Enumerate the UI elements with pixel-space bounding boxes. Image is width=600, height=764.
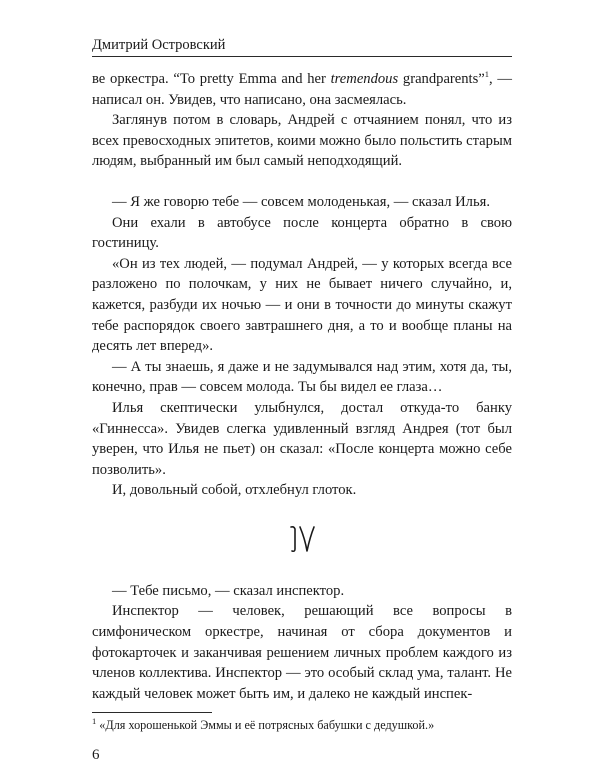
paragraph: — Я же говорю тебе — совсем молоденькая, — сказал Илья. [112, 193, 490, 210]
footnote-mark: 1 [92, 716, 97, 727]
header-author: Дмитрий Островский [92, 37, 226, 53]
paragraph: Илья скептически улыбнулся, достал откуда-то банку «Гиннесса». Увидев слегка удивленный взгляд Андрея (тот был уверен, что Илья не пьет) он сказал: «После концерта можно себе позволить». [92, 399, 512, 478]
paragraph-continuation [92, 69, 512, 110]
running-header [92, 36, 512, 57]
footnote [92, 717, 512, 733]
paragraph: Они ехали в автобусе после концерта обратно в свою гостиницу. [92, 214, 512, 252]
section-break [92, 172, 512, 192]
paragraph-text: ве оркестра. “To pretty Emma and her [92, 71, 331, 87]
chapter-heading [92, 523, 512, 555]
footnote-divider [92, 712, 212, 713]
paragraph-text: , — написал он. Увидев, что написано, она засмеялась. [92, 71, 512, 108]
chapter-numeral-glyph [286, 523, 318, 555]
paragraph: — А ты знаешь, я даже и не задумывался над этим, хотя да, ты, конечно, прав — совсем молода. Ты бы видел ее глаза… [92, 358, 512, 396]
book-page [92, 36, 512, 764]
paragraph: «Он из тех людей, — подумал Андрей, — у которых всегда все разложено по полочкам, у них не бывает ничего случайно, и, кажется, разбуди их ночью — и они в точности до минуты скажут тебе распорядок своего завтрашнего дня, а то и вообще планы на десять лет вперед». [92, 255, 512, 355]
paragraph-text: grandparents” [398, 71, 485, 87]
paragraph: Заглянув потом в словарь, Андрей с отчаянием понял, что из всех превосходных эпитетов, коими можно было польстить старым людям, выбранный им был самый неподходящий. [92, 112, 512, 170]
paragraph: — Тебе письмо, — сказал инспектор. [112, 582, 345, 599]
paragraph: Инспектор — человек, решающий все вопросы в симфоническом оркестре, начиная от сбора документов и фотокарточек и заканчивая решением личных проблем каждого из членов коллектива. Инспектор — это особый склад ума, талант. Не каждый человек может быть им, и далеко не каждый инспек- [92, 603, 512, 702]
footnote-text: «Для хорошенькой Эммы и её потрясных бабушки с дедушкой.» [99, 718, 435, 733]
emphasis-text: tremendous [330, 71, 399, 87]
footnote-reference[interactable]: 1 [484, 69, 490, 80]
paragraph: И, довольный собой, отхлебнул глоток. [112, 482, 357, 499]
page-number: 6 [92, 747, 100, 764]
